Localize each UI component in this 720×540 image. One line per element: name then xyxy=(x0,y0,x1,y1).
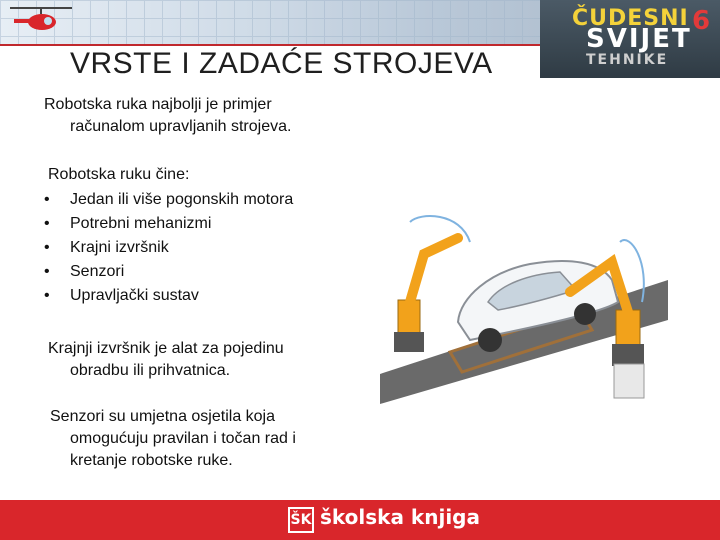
logo-line-1: ČUDESNI xyxy=(572,6,689,31)
components-heading: Robotska ruku čine: xyxy=(48,166,190,183)
logo-number: 6 xyxy=(692,6,711,36)
end-effector-paragraph: Krajnji izvršnik je alat za pojedinu obradbu ili prihvatnica. xyxy=(48,340,284,379)
list-item: • Senzori xyxy=(44,260,293,284)
intro-paragraph: Robotska ruka najbolji je primjer računalom upravljanih strojeva. xyxy=(44,96,292,135)
helicopter-icon xyxy=(6,4,76,38)
list-item: • Upravljački sustav xyxy=(44,284,293,308)
list-item: • Jedan ili više pogonskih motora xyxy=(44,188,293,212)
logo-line-2: SVIJET xyxy=(586,24,692,54)
intro-text xyxy=(44,94,344,138)
publisher-name: školska knjiga xyxy=(320,505,480,529)
end-effector-text xyxy=(48,338,318,382)
page-title: VRSTE I ZADAĆE STROJEVA xyxy=(70,47,493,80)
sensors-paragraph: Senzori su umjetna osjetila koja omogućuju pravilan i točan rad i kretanje robotske ruke. xyxy=(50,408,296,469)
list-item: • Potrebni mehanizmi xyxy=(44,212,293,236)
sensors-text xyxy=(50,406,330,472)
components-list xyxy=(44,188,293,308)
robot-assembly-illustration xyxy=(380,202,668,404)
list-item: • Krajni izvršnik xyxy=(44,236,293,260)
publisher-logo-icon: ŠK xyxy=(288,507,314,533)
logo-line-3: TEHNIKE xyxy=(586,52,669,68)
